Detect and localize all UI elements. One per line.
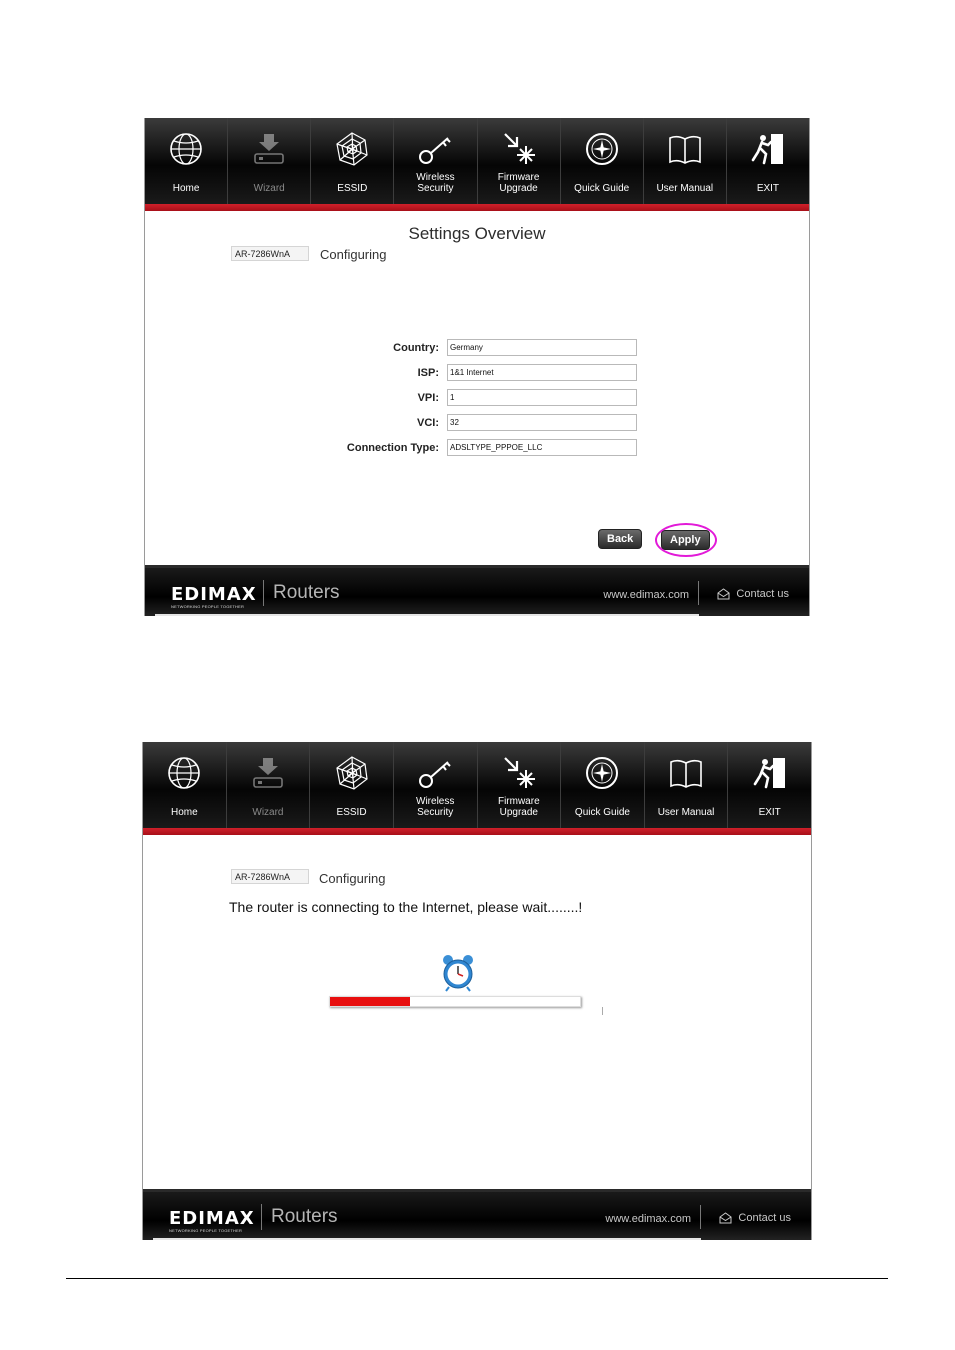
form-row [297, 389, 637, 406]
arrow-burst-icon [500, 130, 538, 168]
edimax-logo: EDIMAX [169, 1208, 255, 1229]
key-icon [416, 130, 454, 168]
nav-item-label: Quick Guide [574, 807, 630, 818]
router-download-icon [249, 754, 287, 792]
field-input[interactable] [447, 389, 637, 406]
nav-item-label: Wireless Security [416, 796, 455, 818]
compass-icon [583, 130, 621, 168]
configuring-label: Configuring [320, 247, 387, 262]
nav-item-user-manual[interactable] [645, 742, 729, 828]
field-label: Country: [393, 341, 439, 354]
router-download-icon [250, 130, 288, 168]
field-input[interactable] [447, 439, 637, 456]
product-line-label: Routers [273, 582, 340, 603]
progress-end-mark [602, 1007, 603, 1015]
compass-icon [583, 754, 621, 792]
field-label: ISP: [417, 366, 439, 379]
connecting-message: The router is connecting to the Internet, please wait........! [229, 899, 583, 915]
apply-highlight-circle [655, 523, 717, 557]
form-row [297, 364, 637, 381]
footer-divider [261, 1204, 262, 1230]
exit-runner-icon [749, 130, 787, 168]
nav-item-wireless-security[interactable] [394, 742, 478, 828]
nav-item-label: Home [172, 183, 200, 194]
footer-bar [143, 1189, 811, 1240]
nav-item-label: EXIT [756, 183, 780, 194]
field-input[interactable] [447, 339, 637, 356]
globe-icon [165, 754, 203, 792]
envelope-icon [717, 588, 730, 600]
nav-item-wizard[interactable] [227, 742, 311, 828]
nav-item-label: EXIT [758, 807, 781, 818]
field-label: VPI: [417, 391, 439, 404]
brand-tagline: NETWORKING PEOPLE TOGETHER [169, 1228, 243, 1233]
nav-item-label: User Manual [657, 807, 715, 818]
nav-item-firmware-upgrade[interactable] [478, 118, 561, 204]
contact-us-label: Contact us [736, 588, 789, 600]
nav-item-label: Firmware Upgrade [497, 172, 540, 194]
nav-item-label: Firmware Upgrade [497, 796, 540, 818]
globe-icon [167, 130, 205, 168]
envelope-icon [719, 1212, 732, 1224]
exit-runner-icon [751, 754, 789, 792]
nav-item-user-manual[interactable] [644, 118, 727, 204]
configuring-label: Configuring [319, 871, 386, 886]
page-title: Settings Overview [408, 224, 546, 243]
edimax-logo: EDIMAX [171, 584, 257, 605]
connection-progress-bar [329, 996, 581, 1007]
spiderweb-icon [333, 754, 371, 792]
open-book-icon [666, 130, 704, 168]
nav-item-label: Wireless Security [416, 172, 455, 194]
nav-item-firmware-upgrade[interactable] [478, 742, 562, 828]
nav-item-exit[interactable] [728, 742, 811, 828]
contact-us-link[interactable] [719, 1212, 791, 1224]
key-icon [416, 754, 454, 792]
field-label: Connection Type: [346, 441, 439, 454]
arrow-burst-icon [500, 754, 538, 792]
footer-divider [263, 580, 264, 606]
field-input[interactable] [447, 414, 637, 431]
nav-item-home[interactable] [143, 742, 227, 828]
model-name-box: AR-7286WnA [231, 246, 309, 261]
settings-overview-screen [144, 118, 810, 616]
model-name-box: AR-7286WnA [231, 869, 309, 884]
top-nav-bar [143, 742, 811, 828]
nav-item-quick-guide[interactable] [561, 118, 644, 204]
back-button[interactable]: Back [598, 529, 642, 549]
spiderweb-icon [333, 130, 371, 168]
nav-item-label: Wizard [253, 183, 285, 194]
apply-button[interactable]: Apply [661, 530, 710, 550]
nav-item-label: ESSID [337, 183, 368, 194]
field-label: VCI: [417, 416, 439, 429]
nav-item-label: ESSID [336, 807, 367, 818]
contact-us-label: Contact us [738, 1212, 791, 1224]
field-input[interactable] [447, 364, 637, 381]
footer-divider [700, 1205, 701, 1229]
nav-item-essid[interactable] [310, 742, 394, 828]
connecting-screen [142, 742, 812, 1240]
nav-item-label: Quick Guide [574, 183, 630, 194]
form-row [297, 439, 637, 456]
form-row [297, 339, 637, 356]
form-row [297, 414, 637, 431]
nav-item-essid[interactable] [311, 118, 394, 204]
nav-item-label: Wizard [252, 807, 284, 818]
nav-item-label: Home [170, 807, 198, 818]
progress-fill [330, 997, 410, 1006]
website-link[interactable]: www.edimax.com [605, 1213, 691, 1225]
contact-us-link[interactable] [717, 588, 789, 600]
nav-item-label: User Manual [656, 183, 714, 194]
product-line-label: Routers [271, 1206, 338, 1227]
brand-tagline: NETWORKING PEOPLE TOGETHER [171, 604, 245, 609]
page-bottom-rule [66, 1278, 888, 1279]
alarm-clock-icon [441, 954, 475, 992]
open-book-icon [667, 754, 705, 792]
nav-item-exit[interactable] [727, 118, 809, 204]
top-nav-bar [145, 118, 809, 204]
nav-item-wizard[interactable] [228, 118, 311, 204]
footer-bar [145, 565, 809, 616]
nav-item-home[interactable] [145, 118, 228, 204]
footer-divider [698, 581, 699, 605]
nav-item-wireless-security[interactable] [394, 118, 477, 204]
nav-item-quick-guide[interactable] [561, 742, 645, 828]
website-link[interactable]: www.edimax.com [603, 589, 689, 601]
